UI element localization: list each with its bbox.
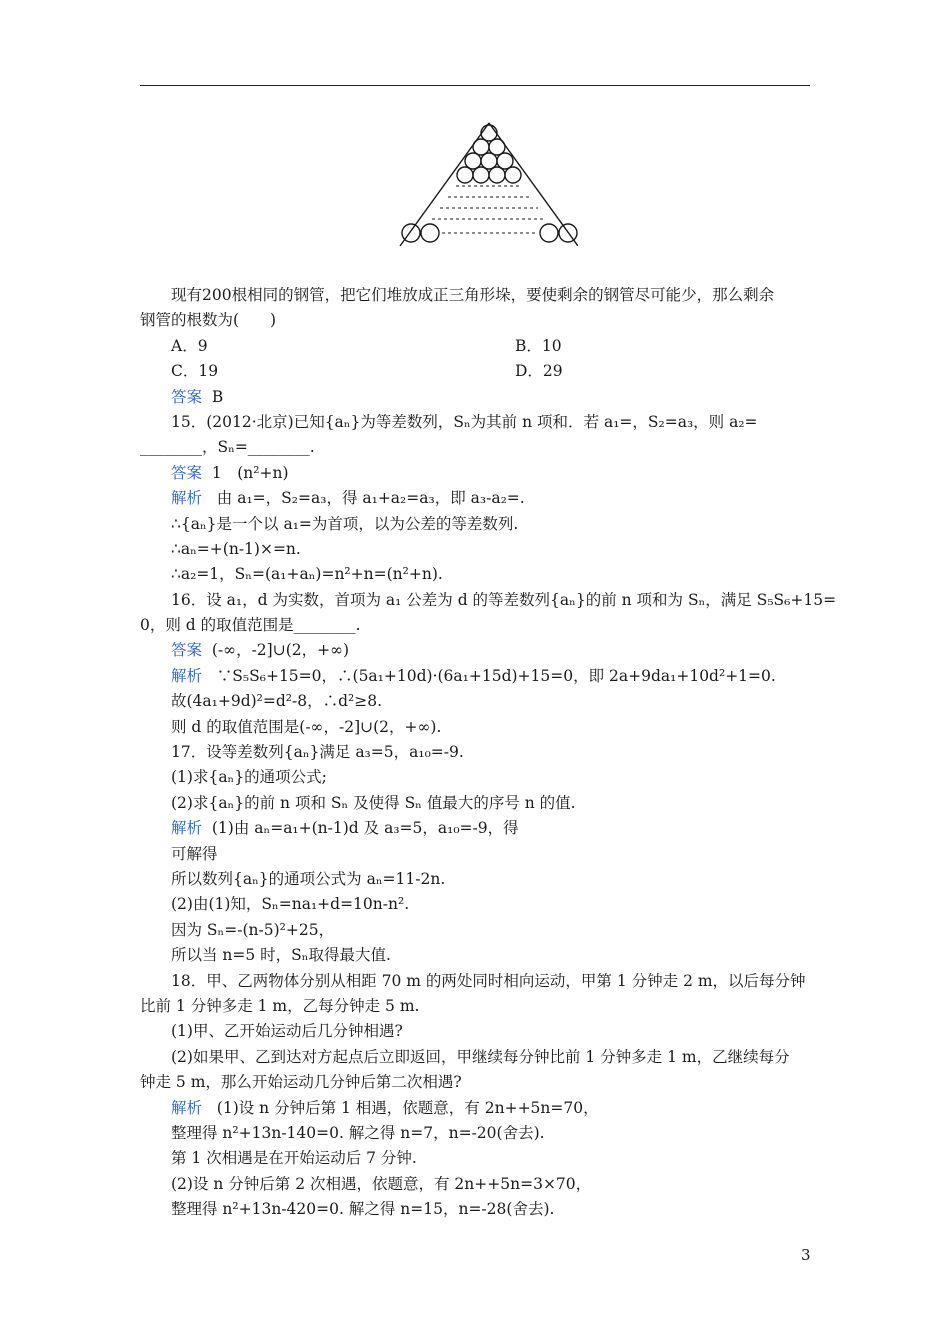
analysis-text: (1)设 n 分钟后第 1 相遇，依题意，有 2n++5n=70，: [216, 1098, 599, 1117]
q18-analysis-line-2: 整理得 n²+13n-140=0. 解之得 n=7，n=-20(舍去).: [171, 1123, 545, 1142]
q17-analysis-line-4: (2)由(1)知，Sₙ=na₁+d=10n-n².: [171, 895, 410, 914]
q17-analysis-line-5: 因为 Sₙ=-(n-5)²+25，: [171, 920, 335, 939]
page-number: 3: [801, 1246, 811, 1264]
header-rule: [140, 85, 810, 86]
analysis-text: (1)由 aₙ=a₁+(n-1)d 及 a₃=5，a₁₀=-9，得: [211, 819, 519, 838]
q15-analysis-line-4: ∴a₂=1，Sₙ=(a₁+aₙ)=n²+n=(n²+n).: [171, 565, 443, 584]
answer-value: (-∞，-2]∪(2，+∞): [211, 641, 350, 660]
q18-stem-line-5: 钟走 5 m，那么开始运动几分钟后第二次相遇?: [140, 1073, 462, 1092]
q18-analysis-line-1: [140, 1096, 810, 1121]
q18-stem-line-1: 18．甲、乙两物体分别从相距 70 m 的两处同时相向运动，甲第 1 分钟走 2 m，以后每分钟: [171, 971, 806, 990]
q15-answer: [140, 461, 810, 486]
q18-analysis-line-3: 第 1 次相遇是在开始运动后 7 分钟.: [171, 1149, 417, 1168]
q14-stem-line-2: 钢管的根数为( ): [140, 311, 277, 330]
q16-analysis-line-3: 则 d 的取值范围是(-∞，-2]∪(2，+∞).: [171, 717, 442, 736]
analysis-text: ∵S₅S₆+15=0，∴(5a₁+10d)·(6a₁+15d)+15=0，即 2a+9da₁+10d²+1=0.: [216, 666, 776, 685]
q15-analysis-line-3: ∴aₙ=+(n-1)×=n.: [171, 539, 301, 558]
analysis-text: 由 a₁=，S₂=a₃，得 a₁+a₂=a₃，即 a₃-a₂=.: [216, 489, 525, 508]
q15-analysis-line-1: [140, 486, 810, 511]
q14-options-row-2: [140, 359, 810, 384]
q17-analysis-line-2: 可解得: [171, 844, 218, 863]
q16-stem-line-1: 16．设 a₁，d 为实数，首项为 a₁ 公差为 d 的等差数列{aₙ}的前 n 项和为 Sₙ，满足 S₅S₆+15=: [171, 590, 837, 609]
q16-answer: [140, 638, 810, 663]
q18-analysis-line-5: 整理得 n²+13n-420=0. 解之得 n=15，n=-28(舍去).: [171, 1200, 555, 1219]
q17-stem-line-1: 17．设等差数列{aₙ}满足 a₃=5，a₁₀=-9.: [171, 743, 464, 762]
q14-options-row-1: [140, 334, 810, 359]
document-body: [140, 283, 837, 1222]
q14-option-d: D．29: [515, 362, 563, 381]
q18-stem-line-2: 比前 1 分钟多走 1 m，乙每分钟走 5 m.: [140, 996, 420, 1015]
answer-label: 答案: [171, 641, 203, 660]
q17-analysis-line-3: 所以数列{aₙ}的通项公式为 aₙ=11-2n.: [171, 869, 446, 888]
answer-label: 答案: [171, 463, 203, 482]
q14-answer: [140, 385, 810, 410]
answer-value: 1 (n²+n): [211, 463, 289, 482]
pipe-stack-triangle-figure: [396, 120, 578, 246]
q15-stem-line-1: 15．(2012·北京)已知{aₙ}为等差数列，Sₙ为其前 n 项和．若 a₁=，S₂=a₃，则 a₂=: [171, 412, 758, 431]
answer-label: 答案: [171, 387, 203, 406]
q14-option-a: A．9: [171, 336, 208, 355]
q16-stem-line-2: 0，则 d 的取值范围是________.: [140, 616, 361, 635]
analysis-label: 解析: [171, 819, 203, 838]
q14-option-c: C．19: [171, 362, 219, 381]
q14-option-b: B．10: [515, 336, 562, 355]
analysis-label: 解析: [171, 489, 203, 508]
q17-stem-line-3: (2)求{aₙ}的前 n 项和 Sₙ 及使得 Sₙ 值最大的序号 n 的值.: [171, 793, 576, 812]
q15-stem-line-2: ________，Sₙ=________.: [140, 438, 315, 457]
q17-analysis-line-1: [140, 816, 810, 841]
q17-stem-line-2: (1)求{aₙ}的通项公式;: [171, 768, 327, 787]
analysis-label: 解析: [171, 666, 203, 685]
q14-stem-line-1: 现有200根相同的钢管，把它们堆放成正三角形垛，要使剩余的钢管尽可能少，那么剩余: [171, 286, 775, 304]
q16-analysis-line-1: [140, 664, 810, 689]
answer-value: B: [211, 387, 224, 406]
q18-stem-line-4: (2)如果甲、乙到达对方起点后立即返回，甲继续每分钟比前 1 分钟多走 1 m，乙继续每分: [171, 1047, 790, 1066]
q16-analysis-line-2: 故(4a₁+9d)²=d²-8，∴d²≥8.: [171, 692, 383, 711]
q17-analysis-line-6: 所以当 n=5 时，Sₙ取得最大值.: [171, 946, 391, 965]
analysis-label: 解析: [171, 1098, 203, 1117]
q18-stem-line-3: (1)甲、乙开始运动后几分钟相遇?: [171, 1022, 403, 1041]
q18-analysis-line-4: (2)设 n 分钟后第 2 次相遇，依题意，有 2n++5n=3×70，: [171, 1174, 592, 1193]
q15-analysis-line-2: ∴{aₙ}是一个以 a₁=为首项，以为公差的等差数列.: [171, 514, 519, 533]
